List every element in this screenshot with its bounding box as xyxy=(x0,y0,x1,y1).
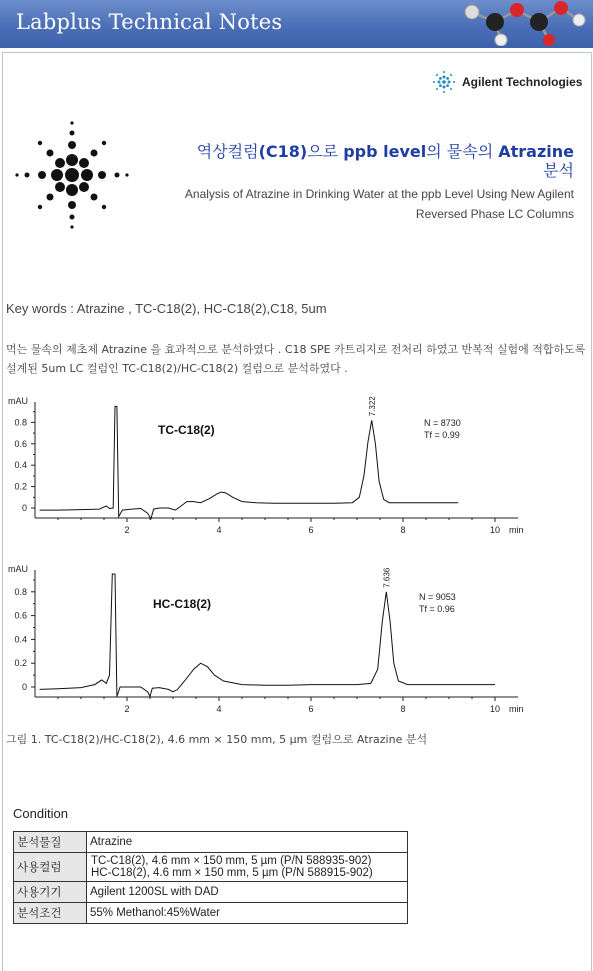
table-value: Agilent 1200SL with DAD xyxy=(87,882,408,903)
chromatogram-hc xyxy=(0,560,593,720)
header-title: Labplus Technical Notes xyxy=(16,10,283,34)
y-tick-label: 0 xyxy=(21,503,27,513)
molecule-icon xyxy=(457,0,587,46)
title-kr-line2: 분석 xyxy=(543,161,574,180)
y-tick-label: 0.6 xyxy=(14,610,27,621)
chart-title: TC-C18(2) xyxy=(158,423,215,437)
title-kr-4: ppb level xyxy=(343,142,427,161)
x-tick-label: 10 xyxy=(489,525,501,535)
title-kr-1: 역상컬럼 xyxy=(196,142,259,161)
y-tick-label: 0 xyxy=(21,682,27,692)
table-key: 사용컬럼 xyxy=(14,853,87,882)
peak-stat: N = 8730 xyxy=(424,418,461,428)
table-value: 55% Methanol:45%Water xyxy=(87,903,408,924)
title-kr-6: Atrazine xyxy=(498,142,574,161)
title-en-line2: Reversed Phase LC Columns xyxy=(415,207,574,221)
agilent-spark-icon xyxy=(430,68,458,96)
brand-name: Agilent Technologies xyxy=(462,75,583,89)
x-tick-label: 6 xyxy=(308,525,314,535)
y-tick-label: 0.4 xyxy=(14,460,27,471)
table-row xyxy=(14,903,408,924)
title-kr-5: 의 물속의 xyxy=(426,142,499,161)
table-value-line: HC-C18(2), 4.6 mm × 150 mm, 5 µm (P/N 588915-902) xyxy=(91,867,373,879)
table-key: 분석물질 xyxy=(14,832,87,853)
peak-stat: Tf = 0.96 xyxy=(419,604,455,614)
y-tick-label: 0.6 xyxy=(14,438,27,449)
y-tick-label: 0.4 xyxy=(14,634,27,645)
table-row xyxy=(14,882,408,903)
table-value-line: TC-C18(2), 4.6 mm × 150 mm, 5 µm (P/N 588935-902) xyxy=(91,855,372,867)
table-key: 분석조건 xyxy=(14,903,87,924)
figure-caption: 그림 1. TC-C18(2)/HC-C18(2), 4.6 mm × 150 mm, 5 µm 컬럼으로 Atrazine 분석 xyxy=(6,733,428,746)
intro-paragraph: 먹는 물속의 제초제 Atrazine 을 효과적으로 분석하였다 . C18 SPE 카트리지로 전처리 하였고 반복적 실험에 적합하도록 설계된 5um LC 컬럼인 TC-C18(2)/HC-C18(2) 컬럼으로 분석하였다 . xyxy=(6,343,586,375)
korean-title xyxy=(197,142,574,180)
x-axis-label: min xyxy=(509,704,524,714)
title-kr-2: (C18) xyxy=(258,142,308,161)
chart-title: HC-C18(2) xyxy=(153,597,212,611)
x-tick-label: 4 xyxy=(216,525,222,535)
x-axis-label: min xyxy=(509,525,524,535)
condition-table xyxy=(13,831,408,924)
title-kr-3: 으로 xyxy=(307,142,344,161)
x-tick-label: 10 xyxy=(489,704,501,714)
y-tick-label: 0.2 xyxy=(14,481,27,492)
x-tick-label: 8 xyxy=(400,704,406,714)
y-tick-label: 0.8 xyxy=(14,417,27,428)
agilent-large-logo-icon xyxy=(12,120,132,230)
header-banner xyxy=(0,0,593,48)
table-value xyxy=(87,853,408,882)
title-en-line1: Analysis of Atrazine in Drinking Water at the ppb Level Using New Agilent xyxy=(184,187,574,201)
y-tick-label: 0.8 xyxy=(14,586,27,597)
x-tick-label: 2 xyxy=(124,525,130,535)
x-tick-label: 8 xyxy=(400,525,406,535)
table-row xyxy=(14,832,408,853)
chromatogram-tc xyxy=(0,394,593,544)
table-value: Atrazine xyxy=(87,832,408,853)
keywords: Key words : Atrazine , TC-C18(2), HC-C18(2),C18, 5um xyxy=(6,301,327,316)
table-key: 사용기기 xyxy=(14,882,87,903)
peak-label: 7.322 xyxy=(367,396,377,417)
y-axis-label: mAU xyxy=(8,564,28,574)
x-tick-label: 6 xyxy=(308,704,314,714)
peak-stat: N = 9053 xyxy=(419,592,456,602)
y-tick-label: 0.2 xyxy=(14,658,27,669)
table-row xyxy=(14,853,408,882)
x-tick-label: 4 xyxy=(216,704,222,714)
peak-label: 7.636 xyxy=(382,567,392,588)
peak-stat: Tf = 0.99 xyxy=(424,430,460,440)
condition-title: Condition xyxy=(13,806,68,821)
x-tick-label: 2 xyxy=(124,704,130,714)
english-title xyxy=(154,184,574,224)
chromatogram-trace xyxy=(40,406,459,518)
y-axis-label: mAU xyxy=(8,396,28,406)
